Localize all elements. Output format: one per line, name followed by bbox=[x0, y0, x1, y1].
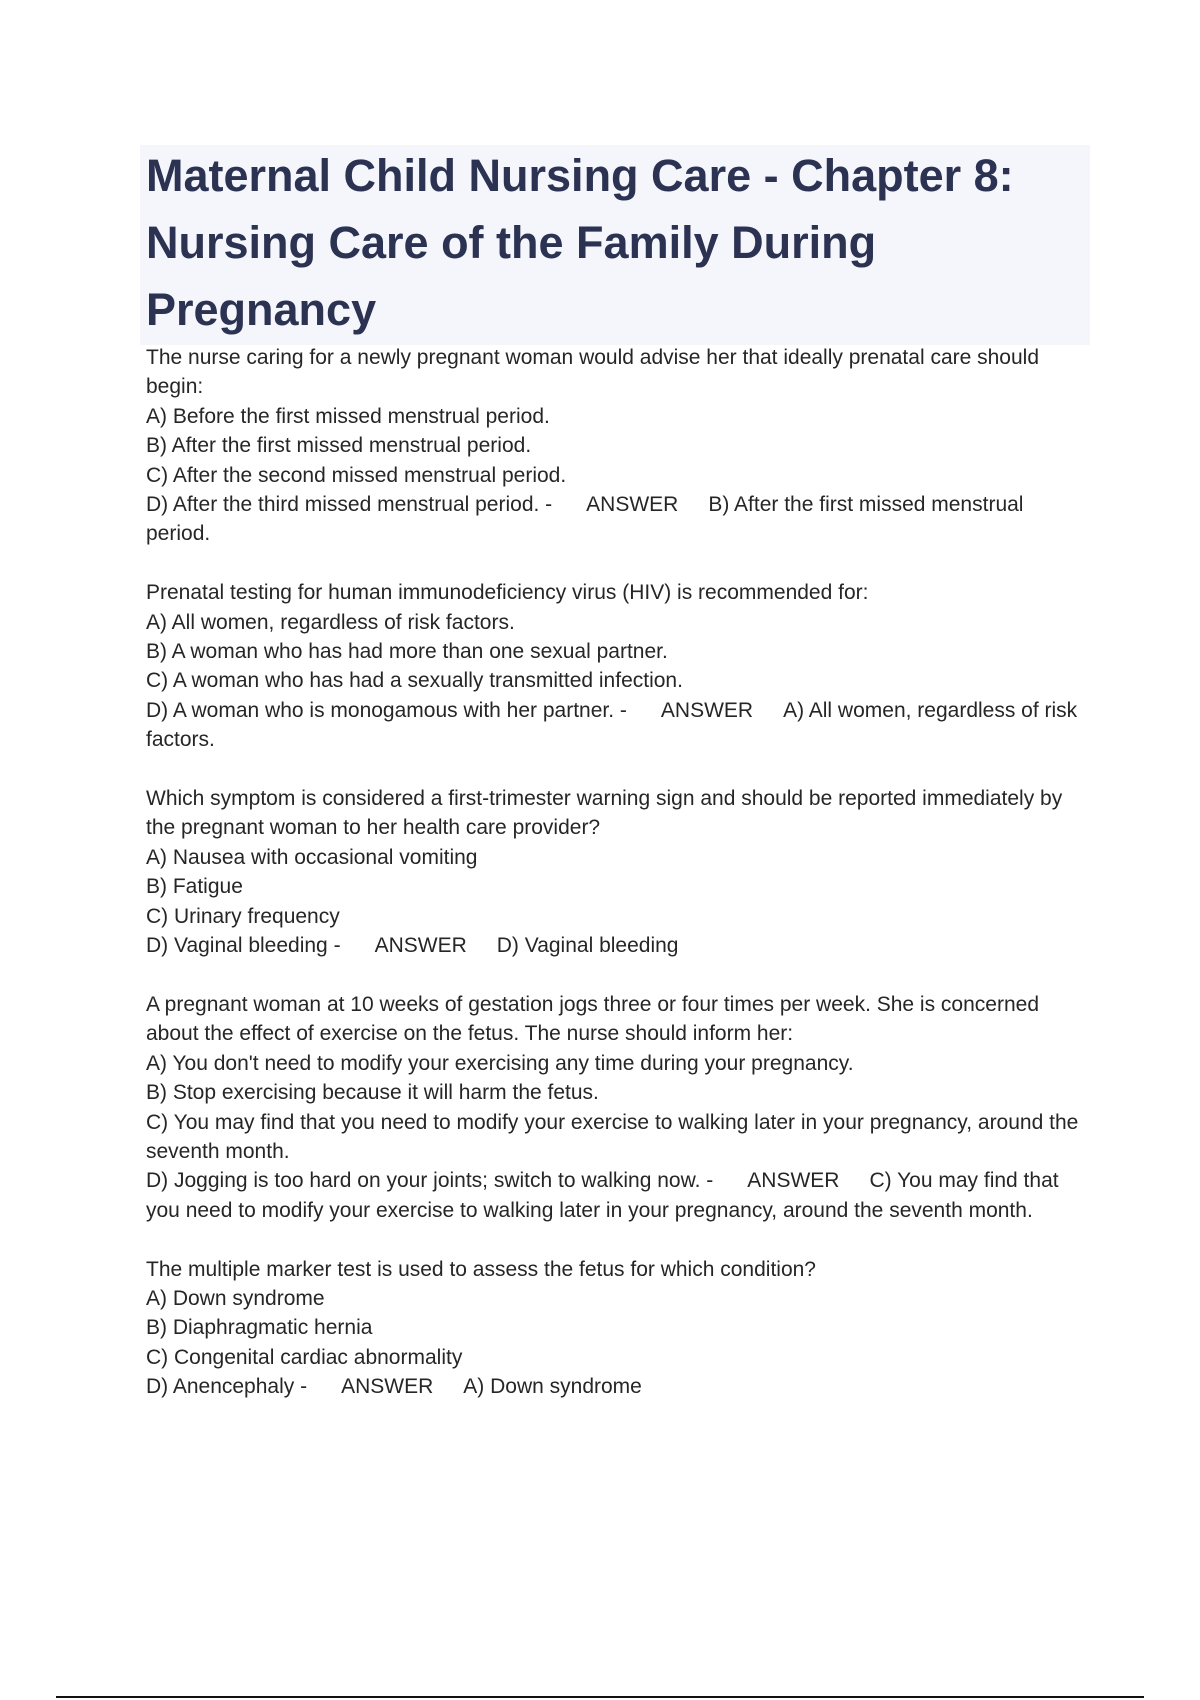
answer-text: A) All women, regardless of risk factors. bbox=[146, 698, 1084, 752]
question-stem: Which symptom is considered a first-trimester warning sign and should be reported immediately by the pregnant woman to her health care provider? bbox=[146, 787, 1069, 840]
answer-label: ANSWER bbox=[586, 493, 679, 517]
option-d: D) Vaginal bleeding - bbox=[146, 934, 341, 958]
option-b: B) Fatigue bbox=[146, 875, 243, 899]
option-c: C) A woman who has had a sexually transmitted infection. bbox=[146, 669, 683, 693]
question-block bbox=[146, 1255, 1091, 1402]
option-a: A) Nausea with occasional vomiting bbox=[146, 845, 478, 869]
option-d: D) Jogging is too hard on your joints; switch to walking now. - bbox=[146, 1169, 714, 1193]
question-stem: A pregnant woman at 10 weeks of gestation jogs three or four times per week. She is concerned about the effect of exercise on the fetus. The nurse should inform her: bbox=[146, 992, 1045, 1046]
question-stem: The multiple marker test is used to assess the fetus for which condition? bbox=[146, 1257, 816, 1281]
option-b: B) A woman who has had more than one sexual partner. bbox=[146, 640, 668, 664]
answer-label: ANSWER bbox=[747, 1169, 840, 1193]
option-d-with-answer bbox=[146, 931, 1091, 960]
answer-text: C) You may find that you need to modify your exercise to walking later in your pregnancy, around the seventh month. bbox=[146, 1169, 1065, 1222]
option-d: D) Anencephaly - bbox=[146, 1375, 308, 1399]
option-a: A) All women, regardless of risk factors. bbox=[146, 610, 515, 634]
answer-label: ANSWER bbox=[341, 1375, 434, 1399]
question-stem: Prenatal testing for human immunodeficiency virus (HIV) is recommended for: bbox=[146, 581, 869, 605]
question-stem: The nurse caring for a newly pregnant woman would advise her that ideally prenatal care should begin: bbox=[146, 346, 1045, 399]
option-d-with-answer bbox=[146, 1166, 1091, 1225]
question-block bbox=[146, 990, 1091, 1225]
answer-label: ANSWER bbox=[660, 698, 754, 722]
answer-label: ANSWER bbox=[374, 934, 467, 958]
question-block bbox=[146, 578, 1091, 754]
option-d: D) After the third missed menstrual period. - bbox=[146, 493, 553, 517]
answer-text: D) Vaginal bleeding bbox=[496, 934, 679, 958]
option-d: D) A woman who is monogamous with her partner. - bbox=[146, 698, 627, 722]
option-b: B) Diaphragmatic hernia bbox=[146, 1316, 373, 1340]
question-block bbox=[146, 343, 1091, 549]
option-a: A) You don't need to modify your exercising any time during your pregnancy. bbox=[146, 1051, 854, 1075]
option-a: A) Down syndrome bbox=[146, 1286, 325, 1310]
qa-list bbox=[146, 343, 1091, 1431]
option-a: A) Before the first missed menstrual period. bbox=[146, 404, 550, 428]
option-c: C) Congenital cardiac abnormality bbox=[146, 1345, 463, 1369]
option-d-with-answer bbox=[146, 490, 1091, 549]
document-title: Maternal Child Nursing Care - Chapter 8: Nursing Care of the Family During Pregnancy bbox=[146, 150, 1014, 335]
option-c: C) Urinary frequency bbox=[146, 904, 340, 928]
option-c: C) You may find that you need to modify your exercise to walking later in your pregnancy, around the seventh month. bbox=[146, 1110, 1085, 1163]
option-c: C) After the second missed menstrual period. bbox=[146, 463, 567, 487]
answer-text: A) Down syndrome bbox=[463, 1375, 642, 1399]
option-b: B) After the first missed menstrual period. bbox=[146, 434, 532, 458]
answer-text: B) After the first missed menstrual period. bbox=[146, 493, 1030, 546]
question-block bbox=[146, 784, 1091, 960]
option-b: B) Stop exercising because it will harm the fetus. bbox=[146, 1081, 599, 1105]
footer-divider bbox=[56, 1696, 1144, 1698]
option-d-with-answer bbox=[146, 1372, 1091, 1401]
option-d-with-answer bbox=[146, 696, 1091, 755]
